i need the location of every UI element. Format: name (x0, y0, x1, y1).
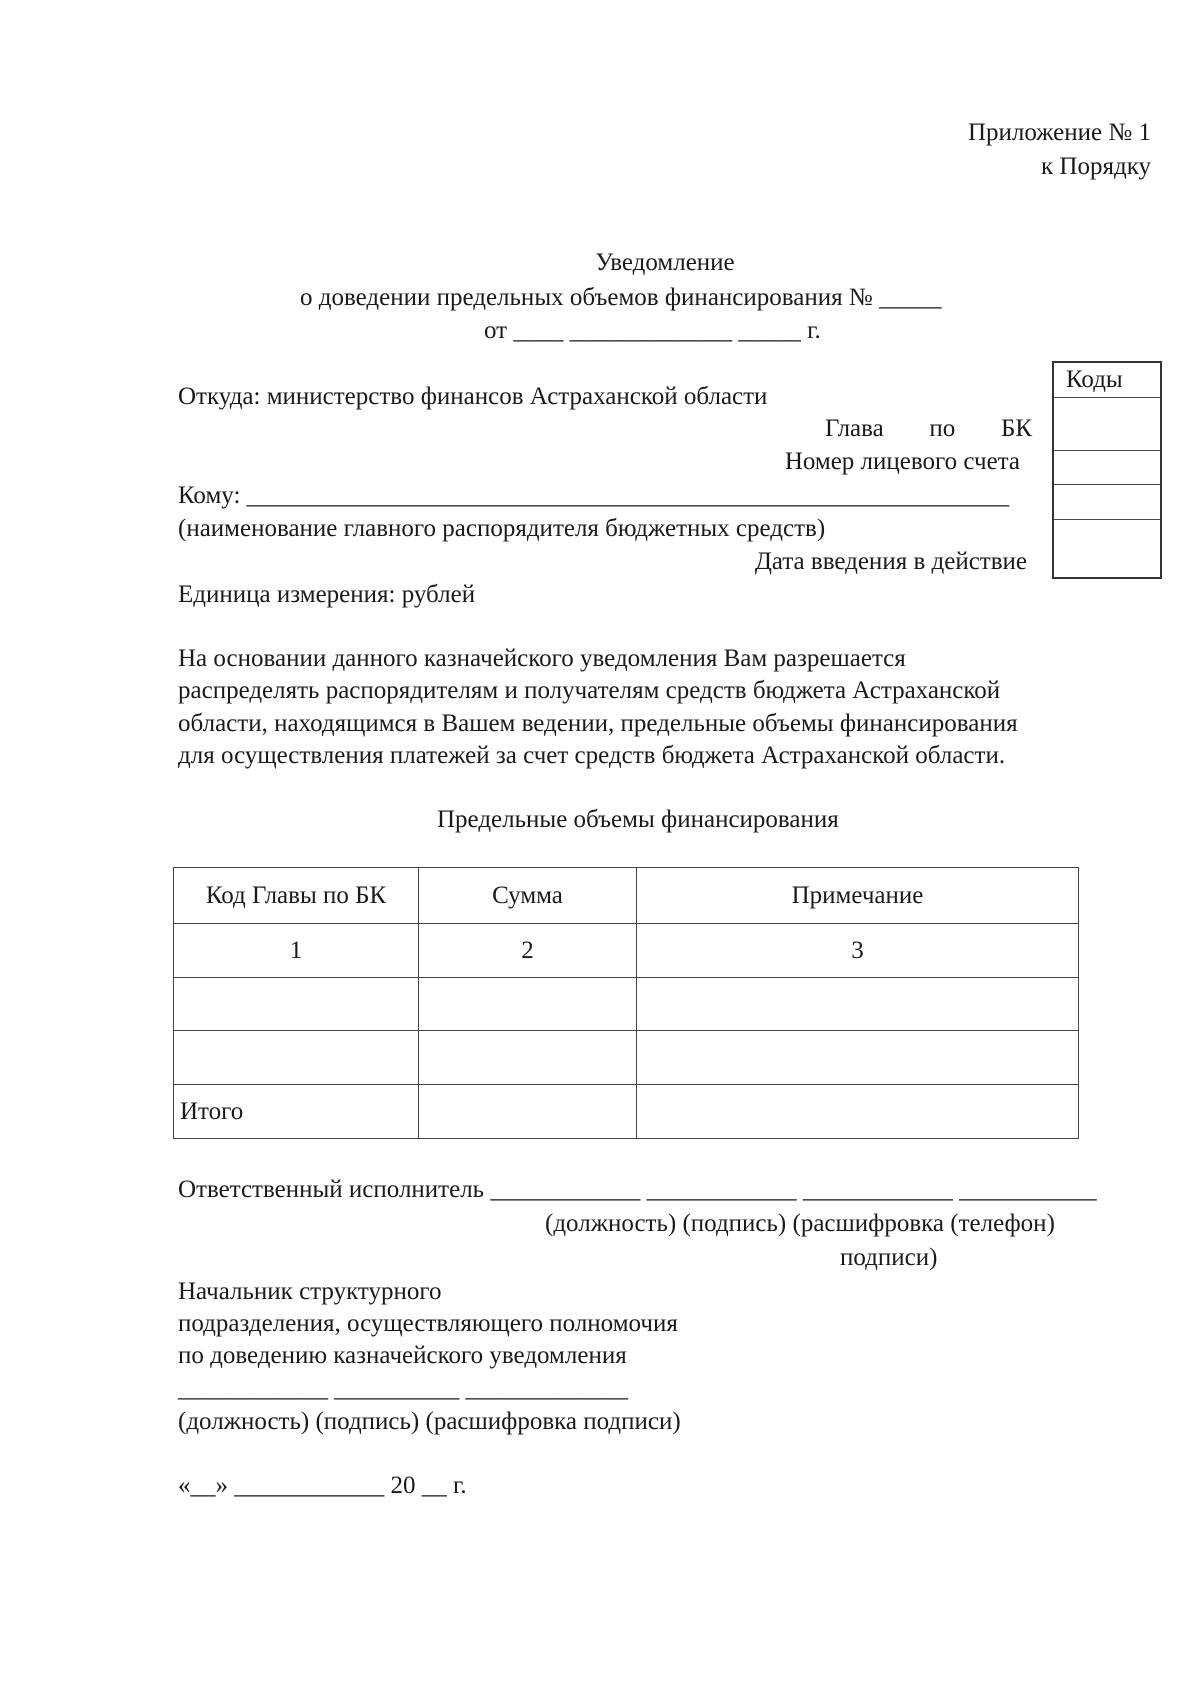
codes-label: Коды (1066, 366, 1123, 393)
header-chapter-code: Код Главы по БК (174, 868, 419, 924)
body-line-3: области, находящимся в Вашем ведении, предельные объемы финансирования (178, 710, 1018, 737)
total-amount-cell (419, 1085, 637, 1139)
responsible-executor-caption-2: подписи) (840, 1244, 938, 1271)
from-field: Откуда: министерство финансов Астраханской области (178, 383, 768, 410)
codes-recipient-cell (1054, 485, 1160, 520)
to-field: Кому: _____________________________________________________________ (178, 482, 1010, 509)
responsible-executor-caption: (должность) (подпись) (расшифровка (телефон) (545, 1210, 1055, 1237)
effective-date-label: Дата введения в действие (754, 548, 1027, 575)
financing-table (173, 867, 1079, 1139)
table-cell (419, 978, 637, 1031)
head-title-line-1: Начальник структурного (178, 1278, 442, 1305)
table-cell (637, 1031, 1079, 1085)
table-row (174, 978, 1079, 1031)
account-number-label: Номер лицевого счета (784, 448, 1020, 475)
body-line-2: распределять распорядителям и получателям средств бюджета Астраханской (178, 677, 1001, 704)
body-line-4: для осуществления платежей за счет средств бюджета Астраханской области. (178, 742, 1006, 769)
table-cell (637, 978, 1079, 1031)
codes-date-cell (1054, 520, 1160, 577)
table-total-row (174, 1085, 1079, 1139)
codes-header-cell (1054, 363, 1160, 398)
total-label: Итого (174, 1085, 419, 1139)
document-title: Уведомление (595, 249, 735, 276)
table-cell (174, 978, 419, 1031)
chapter-bk-label: Глава по БК (825, 415, 1032, 442)
appendix-number: Приложение № 1 (967, 119, 1151, 146)
body-line-1: На основании данного казначейского уведомления Вам разрешается (178, 645, 906, 672)
table-header-row (174, 868, 1079, 924)
document-subtitle: о доведении предельных объемов финансирования № _____ (300, 284, 942, 311)
responsible-executor-line: Ответственный исполнитель ____________ ____________ ____________ ___________ (178, 1176, 1097, 1203)
appendix-order: к Порядку (1041, 153, 1151, 180)
header-amount: Сумма (419, 868, 637, 924)
codes-account-cell (1054, 451, 1160, 485)
table-number-row (174, 924, 1079, 978)
unit-label: Единица измерения: рублей (178, 581, 476, 608)
column-number-2: 2 (419, 924, 637, 978)
total-note-cell (637, 1085, 1079, 1139)
document-date-line: от ____ _____________ _____ г. (484, 317, 821, 344)
codes-chapter-cell (1054, 398, 1160, 451)
column-number-1: 1 (174, 924, 419, 978)
table-cell (174, 1031, 419, 1085)
table-cell (419, 1031, 637, 1085)
head-signature-caption: (должность) (подпись) (расшифровка подписи) (178, 1408, 681, 1435)
column-number-3: 3 (637, 924, 1079, 978)
head-title-line-2: подразделения, осуществляющего полномочия (178, 1310, 678, 1337)
head-signature-blanks: ____________ __________ _____________ (178, 1375, 628, 1402)
to-caption: (наименование главного распорядителя бюджетных средств) (178, 515, 826, 542)
codes-box (1052, 361, 1162, 579)
header-note: Примечание (637, 868, 1079, 924)
table-title: Предельные объемы финансирования (437, 806, 839, 833)
table-row (174, 1031, 1079, 1085)
signature-date-line: «__» ____________ 20 __ г. (178, 1472, 467, 1499)
head-title-line-3: по доведению казначейского уведомления (178, 1342, 627, 1369)
